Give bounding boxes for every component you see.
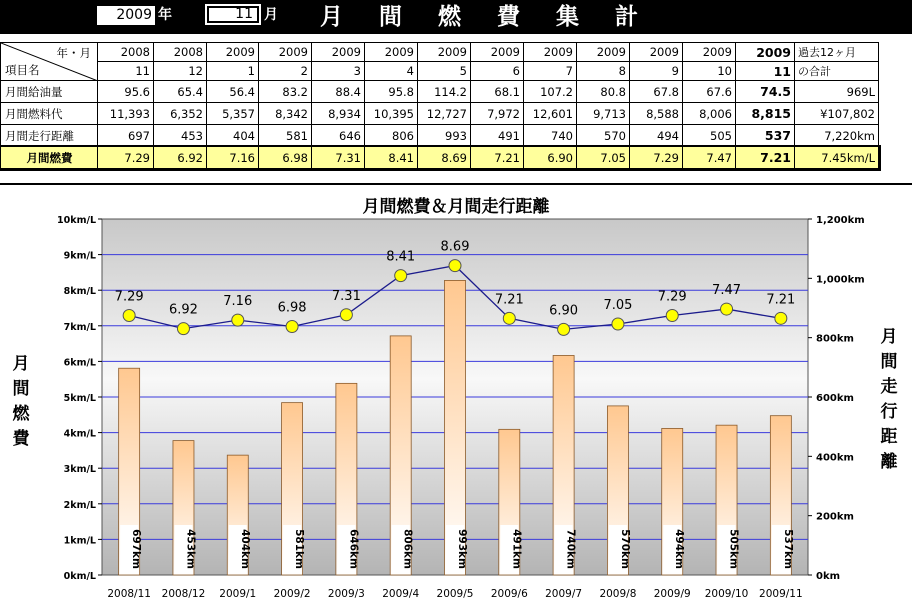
line-marker	[558, 323, 570, 335]
table-cell: 6.90	[524, 147, 577, 169]
y-left-tick-label: 7km/L	[63, 321, 96, 333]
table-cell: 8,342	[259, 103, 312, 125]
year-header-cell: 2009	[312, 43, 365, 62]
row-label: 月間給油量	[1, 81, 98, 103]
table-cell: 6.92	[154, 147, 207, 169]
table-cell: 7.05	[577, 147, 630, 169]
table-cell: 95.6	[98, 81, 154, 103]
bar-data-label: 491km	[510, 529, 523, 569]
y-axis-left-label-char: 間	[12, 379, 30, 399]
year-header-cell: 2009	[207, 43, 259, 62]
table-cell: 5,357	[207, 103, 259, 125]
table-cell: 740	[524, 125, 577, 147]
bar-data-label: 697km	[130, 529, 143, 569]
row-label: 月間走行距離	[1, 125, 98, 147]
year-header-cell: 2009	[683, 43, 736, 62]
table-cell: 404	[207, 125, 259, 147]
total-cell: ¥107,802	[795, 103, 879, 125]
year-header-cell: 2008	[154, 43, 207, 62]
month-header-cell: 3	[312, 62, 365, 81]
table-cell: 95.8	[365, 81, 418, 103]
total-header-cell-1: 過去12ヶ月	[795, 43, 879, 62]
year-header-cell: 2009	[524, 43, 577, 62]
table-cell: 56.4	[207, 81, 259, 103]
table-cell: 8,588	[630, 103, 683, 125]
table-cell: 8,934	[312, 103, 365, 125]
x-tick-label: 2009/6	[490, 588, 528, 600]
y-axis-right-label-char: 走	[880, 377, 898, 397]
line-marker	[612, 318, 624, 330]
table-cell: 6.98	[259, 147, 312, 169]
year-header-cell: 2009	[630, 43, 683, 62]
table-cell: 12,727	[418, 103, 471, 125]
line-marker	[775, 312, 787, 324]
month-header-cell: 4	[365, 62, 418, 81]
y-axis-left-label	[10, 352, 32, 452]
x-tick-label: 2009/3	[327, 588, 365, 600]
table-cell: 453	[154, 125, 207, 147]
corner-label-item: 項目名	[5, 63, 40, 77]
y-right-tick-label: 0km	[816, 571, 841, 582]
bar-data-label: 494km	[673, 529, 686, 569]
table-cell: 12,601	[524, 103, 577, 125]
table-cell: 806	[365, 125, 418, 147]
x-tick-label: 2009/4	[382, 588, 420, 600]
month-header-cell: 2	[259, 62, 312, 81]
line-data-label: 7.21	[494, 292, 524, 308]
table-cell: 7.21	[471, 147, 524, 169]
table-cell: 7.16	[207, 147, 259, 169]
row-label: 月間燃料代	[1, 103, 98, 125]
line-marker	[286, 321, 298, 333]
month-header-cell: 5	[418, 62, 471, 81]
x-tick-label: 2009/2	[273, 588, 311, 600]
total-cell: 969L	[795, 81, 879, 103]
row-label: 月間燃費	[1, 147, 98, 169]
y-left-tick-label: 4km/L	[63, 428, 96, 440]
month-header-cell: 1	[207, 62, 259, 81]
table-cell: 67.8	[630, 81, 683, 103]
table-cell: 67.6	[683, 81, 736, 103]
bar-data-label: 537km	[781, 529, 794, 569]
total-header-cell-2: の合計	[795, 62, 879, 81]
line-data-label: 7.29	[657, 289, 687, 305]
table-cell: 80.8	[577, 81, 630, 103]
line-data-label: 7.21	[766, 292, 796, 308]
year-header-cell: 2009	[418, 43, 471, 62]
month-header-cell: 7	[524, 62, 577, 81]
y-left-tick-label: 5km/L	[63, 393, 96, 404]
bar-data-label: 505km	[727, 529, 740, 569]
y-left-tick-label: 8km/L	[63, 286, 96, 298]
line-marker	[666, 309, 678, 321]
table-cell: 7.31	[312, 147, 365, 169]
page-title: 月 間 燃 費 集 計	[320, 4, 653, 30]
y-left-tick-label: 1km/L	[63, 535, 96, 547]
table-cell: 7.21	[736, 147, 795, 169]
table-cell: 8.41	[365, 147, 418, 169]
year-header-cell: 2009	[471, 43, 524, 62]
y-axis-left-label-char: 費	[12, 429, 30, 449]
y-left-tick-label: 6km/L	[63, 357, 96, 369]
line-data-label: 7.31	[331, 288, 361, 304]
year-input[interactable]: 2009	[97, 6, 155, 25]
y-right-tick-label: 800km	[816, 333, 854, 345]
line-marker	[177, 323, 189, 335]
line-marker	[340, 309, 352, 321]
total-cell: 7,220km	[795, 125, 879, 147]
line-data-label: 8.69	[440, 239, 470, 255]
chart-title: 月間燃費＆月間走行距離	[362, 197, 550, 217]
y-left-tick-label: 3km/L	[63, 464, 96, 476]
total-cell: 7.45km/L	[795, 147, 879, 169]
line-data-label: 7.29	[114, 289, 144, 305]
table-cell: 570	[577, 125, 630, 147]
y-left-tick-label: 9km/L	[63, 250, 96, 262]
line-data-label: 6.98	[277, 300, 307, 316]
y-left-tick-label: 2km/L	[63, 499, 96, 511]
line-marker	[449, 260, 461, 272]
table-cell: 7.47	[683, 147, 736, 169]
year-header-cell: 2009	[577, 43, 630, 62]
y-axis-right-label-char: 距	[880, 427, 898, 447]
bar-data-label: 581km	[293, 529, 306, 569]
table-cell: 7.29	[630, 147, 683, 169]
table-cell: 10,395	[365, 103, 418, 125]
table-cell: 65.4	[154, 81, 207, 103]
month-header-cell: 12	[154, 62, 207, 81]
y-right-tick-label: 1,000km	[816, 274, 865, 286]
line-data-label: 7.05	[603, 298, 633, 314]
year-header-cell: 2008	[98, 43, 154, 62]
line-data-label: 6.92	[168, 302, 198, 318]
table-cell: 7,972	[471, 103, 524, 125]
month-header-cell: 8	[577, 62, 630, 81]
table-cell: 107.2	[524, 81, 577, 103]
y-axis-right-label	[878, 325, 900, 475]
x-tick-label: 2008/11	[107, 588, 151, 600]
table-cell: 505	[683, 125, 736, 147]
line-data-label: 7.47	[712, 283, 742, 299]
table-cell: 646	[312, 125, 365, 147]
year-header-cell: 2009	[736, 43, 795, 62]
table-cell: 491	[471, 125, 524, 147]
y-axis-right-label-char: 離	[880, 452, 898, 472]
table-cell: 537	[736, 125, 795, 147]
x-tick-label: 2009/10	[704, 588, 749, 600]
y-right-tick-label: 600km	[816, 393, 854, 404]
month-label: 月	[264, 7, 278, 23]
line-data-label: 7.16	[223, 294, 253, 310]
bar-data-label: 993km	[456, 529, 468, 569]
line-marker	[503, 312, 515, 324]
x-tick-label: 2009/5	[436, 588, 474, 600]
x-tick-label: 2009/8	[599, 588, 637, 600]
table-cell: 9,713	[577, 103, 630, 125]
month-header-cell: 6	[471, 62, 524, 81]
month-header-cell: 11	[98, 62, 154, 81]
y-right-tick-label: 200km	[816, 511, 854, 523]
x-tick-label: 2009/9	[653, 588, 691, 600]
line-marker	[232, 314, 244, 326]
bar-data-label: 570km	[618, 529, 631, 569]
table-cell: 7.29	[98, 147, 154, 169]
line-data-label: 6.90	[549, 303, 579, 319]
line-marker	[721, 303, 733, 315]
x-tick-label: 2009/11	[759, 588, 803, 600]
table-cell: 88.4	[312, 81, 365, 103]
month-header-cell: 10	[683, 62, 736, 81]
line-marker	[123, 309, 135, 321]
table-cell: 8,006	[683, 103, 736, 125]
y-left-tick-label: 0km/L	[63, 571, 96, 582]
table-cell: 993	[418, 125, 471, 147]
table-cell: 8,815	[736, 103, 795, 125]
bar-data-label: 806km	[401, 529, 414, 569]
y-axis-right-label-char: 間	[880, 352, 898, 372]
corner-label-year-month: 年・月	[56, 46, 91, 60]
month-header-cell: 9	[630, 62, 683, 81]
month-input[interactable]: 11	[205, 4, 261, 25]
y-axis-right-label-char: 行	[880, 402, 898, 422]
bar-data-label: 740km	[564, 529, 577, 569]
table-cell: 114.2	[418, 81, 471, 103]
y-right-tick-label: 400km	[816, 452, 854, 464]
year-label: 年	[158, 7, 172, 23]
table-cell: 8.69	[418, 147, 471, 169]
year-header-cell: 2009	[365, 43, 418, 62]
line-marker	[395, 270, 407, 282]
table-cell: 581	[259, 125, 312, 147]
bar-data-label: 453km	[184, 529, 197, 569]
x-tick-label: 2009/1	[219, 588, 257, 600]
month-header-cell: 11	[736, 62, 795, 81]
year-header-cell: 2009	[259, 43, 312, 62]
y-axis-left-label-char: 月	[12, 354, 30, 374]
y-axis-right-label-char: 月	[880, 327, 898, 347]
x-tick-label: 2008/12	[161, 588, 206, 600]
table-cell: 83.2	[259, 81, 312, 103]
bar-data-label: 404km	[238, 529, 251, 569]
y-axis-left-label-char: 燃	[12, 404, 30, 424]
table-cell: 697	[98, 125, 154, 147]
table-cell: 11,393	[98, 103, 154, 125]
line-data-label: 8.41	[386, 249, 416, 265]
table-cell: 74.5	[736, 81, 795, 103]
table-cell: 6,352	[154, 103, 207, 125]
table-cell: 68.1	[471, 81, 524, 103]
y-left-tick-label: 10km/L	[57, 215, 96, 226]
bar-data-label: 646km	[347, 529, 360, 569]
x-tick-label: 2009/7	[545, 588, 583, 600]
y-right-tick-label: 1,200km	[816, 215, 865, 226]
table-cell: 494	[630, 125, 683, 147]
